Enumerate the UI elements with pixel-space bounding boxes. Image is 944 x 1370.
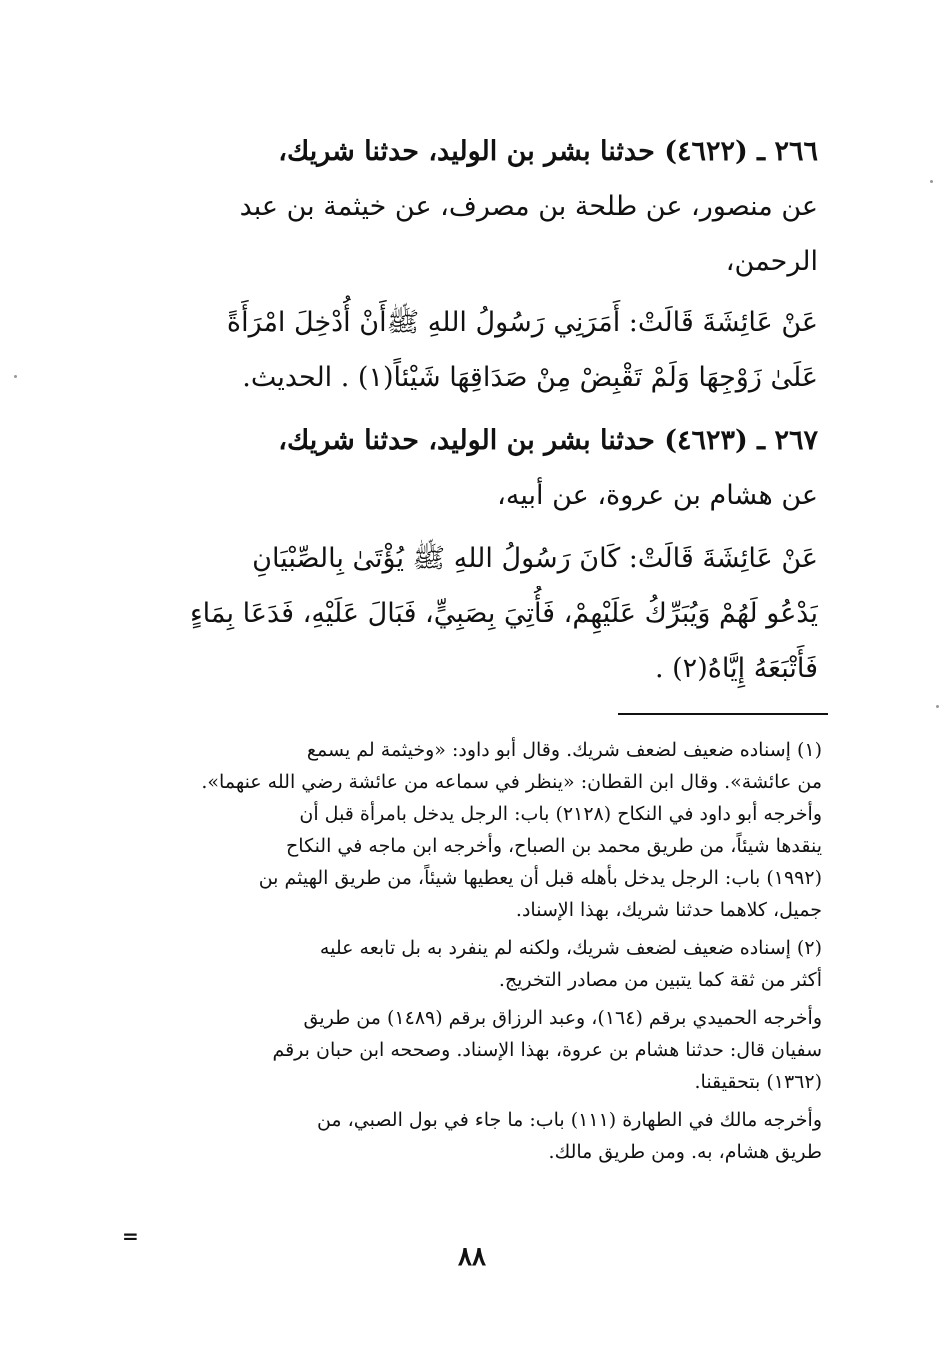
hadith-266-matn-line-1: عَنْ عَائِشَةَ قَالَتْ: أَمَرَنِي رَسُولُ اللهِ ﷺأَنْ أُدْخِلَ امْرَأَةً bbox=[226, 307, 818, 338]
main-text bbox=[126, 124, 818, 696]
footnote-1-line-4: ينقدها شيئاً، من طريق محمد بن الصباح، وأخرجه ابن ماجه في النكاح bbox=[286, 835, 822, 857]
footnote-2-line-6: وأخرجه مالك في الطهارة (١١١) باب: ما جاء في بول الصبي، من bbox=[316, 1109, 822, 1131]
footnote-1-line-2: من عائشة». وقال ابن القطان: «ينظر في سماعه من عائشة رضي الله عنهما». bbox=[201, 771, 822, 793]
footnote-1-line-6: جميل، كلاهما حدثنا شريك، بهذا الإسناد. bbox=[515, 899, 822, 921]
hadith-267-isnad-line-2: عن هشام بن عروة، عن أبيه، bbox=[497, 480, 818, 511]
hadith-267-matn-line-1: عَنْ عَائِشَةَ قَالَتْ: كَانَ رَسُولُ اللهِ ﷺ يُؤْتَىٰ بِالصِّبْيَانِ bbox=[252, 543, 818, 574]
footnote-2-line-7: طريق هشام، به. ومن طريق مالك. bbox=[548, 1141, 822, 1163]
scan-speck bbox=[936, 705, 939, 708]
footnote-2-line-4: سفيان قال: حدثنا هشام بن عروة، بهذا الإسناد. وصححه ابن حبان برقم bbox=[272, 1039, 822, 1061]
hadith-266-isnad-line-1: ٢٦٦ ـ (٤٦٢٢) حدثنا بشر بن الوليد، حدثنا شريك، bbox=[278, 136, 818, 167]
footnote-2-line-3: وأخرجه الحميدي برقم (١٦٤)، وعبد الرزاق برقم (١٤٨٩) من طريق bbox=[303, 1007, 822, 1029]
hadith-266-isnad-line-3: الرحمن، bbox=[725, 246, 818, 277]
scan-speck bbox=[14, 375, 17, 378]
footnote-1-line-5: (١٩٩٢) باب: الرجل يدخل بأهله قبل أن يعطيها شيئاً، من طريق الهيثم بن bbox=[258, 867, 822, 889]
continuation-mark: = bbox=[122, 1224, 139, 1248]
footnote-2-line-1: (٢) إسناده ضعيف لضعف شريك، ولكنه لم ينفرد به بل تابعه عليه bbox=[319, 937, 822, 959]
footnote-1-line-3: وأخرجه أبو داود في النكاح (٢١٢٨) باب: الرجل يدخل بامرأة قبل أن bbox=[299, 803, 822, 825]
hadith-267-isnad-line-1: ٢٦٧ ـ (٤٦٢٣) حدثنا بشر بن الوليد، حدثنا شريك، bbox=[278, 425, 818, 456]
footnote-2-line-2: أكثر من ثقة كما يتبين من مصادر التخريج. bbox=[498, 969, 822, 991]
hadith-267-matn-line-2: يَدْعُو لَهُمْ وَيُبَرِّكُ عَلَيْهِمْ، فَأُتِيَ بِصَبِيٍّ، فَبَالَ عَلَيْهِ، فَدَعَا بِمَاءٍ bbox=[189, 598, 818, 629]
footnote-divider bbox=[618, 713, 828, 715]
footnote-2-line-5: (١٣٦٢) بتحقيقنا. bbox=[694, 1071, 822, 1093]
footnotes bbox=[132, 734, 822, 1168]
hadith-266-isnad-line-2: عن منصور، عن طلحة بن مصرف، عن خيثمة بن عبد bbox=[239, 191, 818, 222]
scan-speck bbox=[930, 180, 933, 183]
hadith-266-matn-line-2: عَلَىٰ زَوْجِهَا وَلَمْ تَقْبِضْ مِنْ صَدَاقِهَا شَيْئاً(١) . الحديث. bbox=[242, 362, 818, 393]
footnote-1-line-1: (١) إسناده ضعيف لضعف شريك. وقال أبو داود: «وخيثمة لم يسمع bbox=[306, 739, 822, 761]
hadith-267-matn-line-3: فَأَتْبَعَهُ إِيَّاهُ(٢) . bbox=[654, 653, 818, 684]
page-number: ٨٨ bbox=[458, 1242, 486, 1272]
